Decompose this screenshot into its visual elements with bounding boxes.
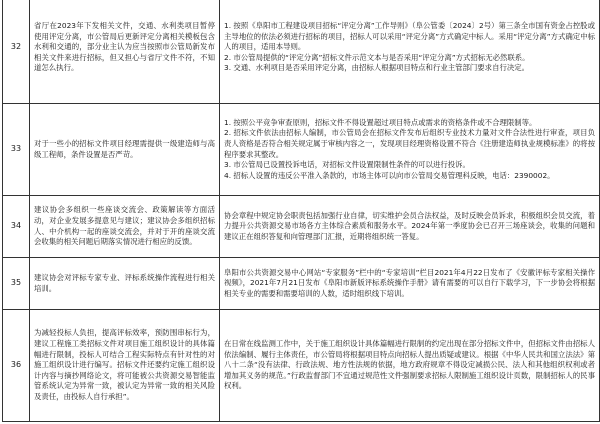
answer-paragraph: 阜阳市公共资源交易中心网站“专家服务”栏中的“专家培训”栏目2021年4月22日发布了《安徽评标专家相关操作视频》，2021年7月21日发布《阜阳市新版评标系统操作手册》请有需要的可以自行下载学习，下一步协会将根据相关专业的需要和需要培训的人数，适时组织线下培训。 — [224, 267, 595, 298]
answer-paragraph: 1. 按照《阜阳市工程建设项目招标“评定分离”工作导则》（阜公管委〔2024〕2号）第三条全市国有资金占控股或主导地位的依法必须进行招标的项目，招标人可以采用“评定分离”方式确定中标人。采用“评定分离”方式确定中标人的项目，适用本导则。 — [224, 21, 595, 52]
answer-cell — [220, 258, 600, 310]
answer-cell — [220, 196, 600, 258]
table-row — [3, 310, 600, 422]
table-row — [3, 258, 600, 310]
row-number: 34 — [3, 196, 30, 258]
table-row — [3, 0, 600, 104]
row-number: 32 — [3, 0, 30, 104]
answer-paragraph: 3. 交通、水利项目是否采用评定分离，由招标人根据项目特点和行业主管部门要求自行决定。 — [224, 63, 530, 73]
answer-paragraph: 在日常在线监测工作中，关于施工组织设计具体篇幅进行限制的约定出现在部分招标文件中，但招标文件由招标人依法编制、履行主体责任，市公管局将根据项目特点向招标人提出质疑或建议。根据《中华人民共和国立法法》第八十二条“没有法律、行政法规、地方性法规的依据，地方政府规章不得设定减损公民、法人和其他组织权利或者增加其义务的规范。”行政监督部门不宜通过规范性文件强制要求招标人限制施工组织设计页数，限制招标人的民事权利。 — [224, 339, 595, 391]
answer-cell — [220, 0, 600, 104]
answer-paragraph: 1. 按照公平竞争审查原则，招标文件不得设置超过项目特点或需求的资格条件或不合理限制等。 — [224, 117, 537, 127]
row-number: 36 — [3, 310, 30, 422]
question-cell: 为减轻投标人负担，提高评标效率，预防围串标行为，建议工程施工类招标文件对项目施工组织设计的具体篇幅进行限制，投标人可结合工程实际特点有针对性的对施工组织设计进行编写。招标文件还要约定施工组织设计内容与摘抄网络论文，将可能被公共资源交易智能监管系统认定为异常一致，被认定为异常一致的相关风险及责任，由投标人自行承担”。 — [30, 310, 220, 422]
question-cell: 省厅在2023年下发相关文件，交通、水利类项目暂停使用评定分离，市公管局后更新评定分离相关模板包含水利和交通的，部分业主认为应当按照市公管局新发布相关文件来进行招标，但又担心与省厅文件不符，不知道怎么执行。 — [30, 0, 220, 104]
table-row — [3, 104, 600, 196]
question-cell: 建议协会对评标专家专业、评标系统操作流程进行相关培训。 — [30, 258, 220, 310]
answer-paragraph: 3. 市公管局已设置投诉电话，对招标文件设置限制性条件的可以进行投诉。 — [224, 160, 470, 170]
row-number: 33 — [3, 104, 30, 196]
question-cell: 对于一些小的招标文件项目经理需提供一级建造师与高级工程师，条件设置是否严苛。 — [30, 104, 220, 196]
answer-paragraph: 2. 招标文件依法由招标人编制，市公管局会在招标文件发布后组织专业技术力量对文件合法性进行审查，项目负责人资格是否符合相关规定属于审核内容之一，发现项目经理资格设置不符合《注册建造师执业规模标准》的将按程序要求其整改。 — [224, 128, 595, 159]
qa-table — [2, 0, 600, 422]
answer-paragraph: 协会章程中规定协会职责包括加强行业自律，切实维护会员合法权益，及时反映会员诉求，积极组织会员交流，着力提升公共资源交易市场各方主体综合素质和服务水平。2024年第一季度协会已召开三场座谈会，收集的问题和建议正在组织答复和向管理部门汇报，近期将组织统一答复。 — [224, 210, 595, 241]
table-row — [3, 196, 600, 258]
answer-paragraph: 2. 市公管局提供的“评定分离”招标文件示范文本与是否采用“评定分离”方式招标无必然联系。 — [224, 52, 530, 62]
question-cell: 建议协会多组织一些座谈交流会、政策解读等方面活动，对企业发展多提意见与建议；建议协会多组织招标人、中介机构一起的座谈交流会，并对于开的座谈交流会收集的相关问题后期落实情况进行相应的反馈。 — [30, 196, 220, 258]
row-number: 35 — [3, 258, 30, 310]
answer-paragraph: 4. 招标人设置的违反公平准入条款的，市场主体可以向市公管局交易管理科反映，电话：2390002。 — [224, 170, 555, 180]
answer-cell — [220, 310, 600, 422]
answer-cell — [220, 104, 600, 196]
